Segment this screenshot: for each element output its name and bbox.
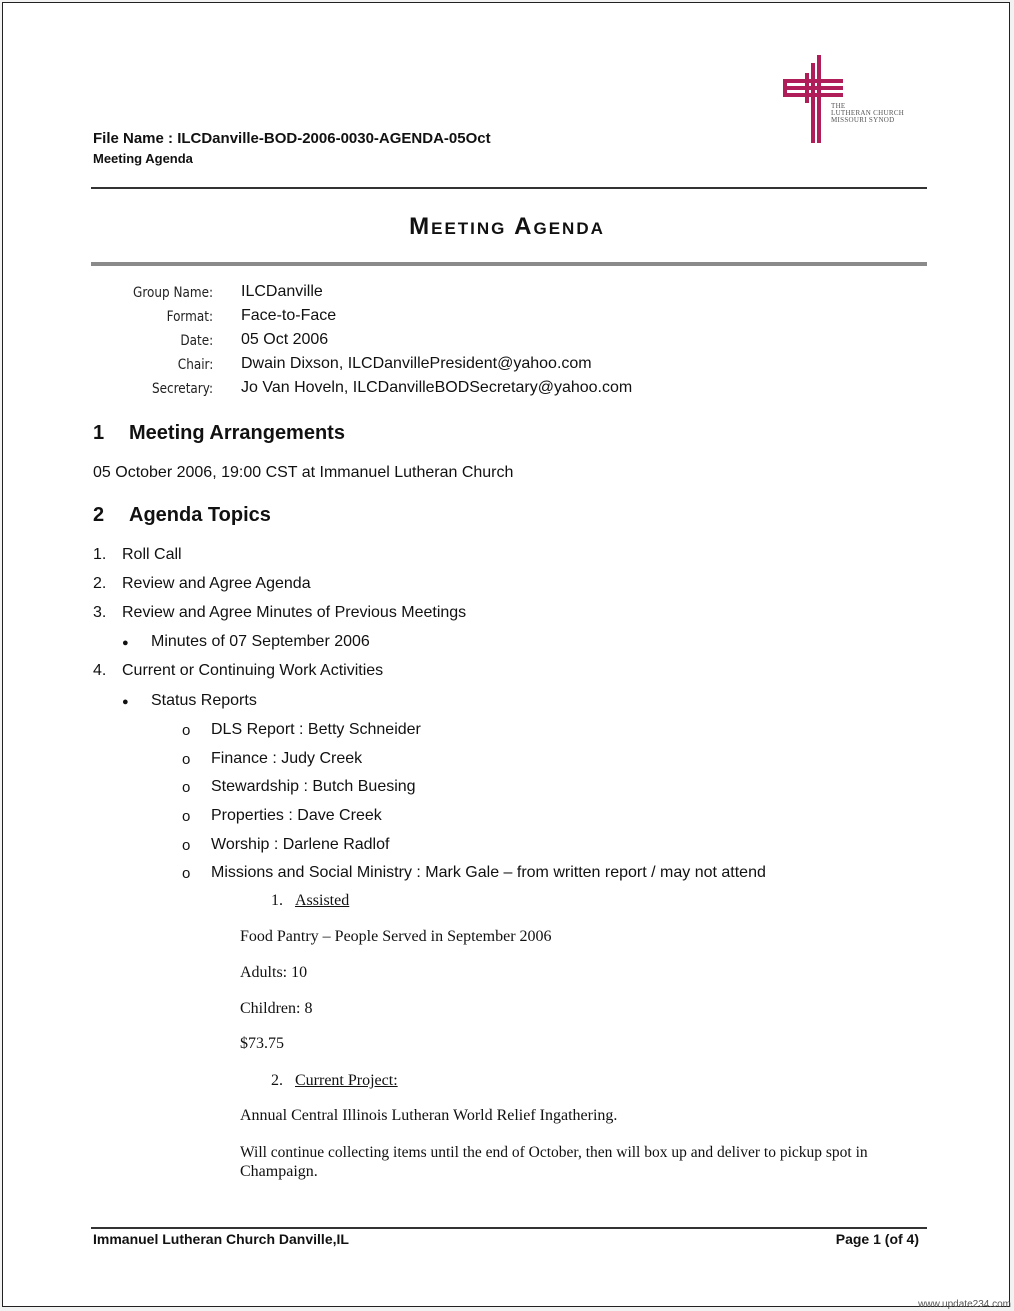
- watermark-text: www.update234.com: [918, 1299, 1011, 1310]
- status-report-item: Stewardship : Butch Buesing: [211, 778, 416, 795]
- list-item: 1. Roll Call: [93, 546, 182, 563]
- meta-row-secretary: [93, 379, 793, 403]
- continue-text-line2: Champaign.: [240, 1163, 318, 1180]
- section-heading-meeting-arrangements: 1 Meeting Arrangements: [93, 422, 345, 444]
- header-divider: [91, 187, 927, 189]
- meta-value: ILCDanville: [241, 283, 323, 300]
- lutheran-church-logo: [783, 53, 933, 148]
- sub-item-current-project: 2. Current Project:: [271, 1072, 398, 1089]
- list-item: 2. Review and Agree Agenda: [93, 575, 311, 592]
- meta-row-date: [93, 331, 793, 355]
- footer-church-name: Immanuel Lutheran Church Danville,IL: [93, 1231, 349, 1247]
- status-report-item: Finance : Judy Creek: [211, 750, 363, 767]
- meta-value: Face-to-Face: [241, 307, 337, 324]
- footer-page-number: Page 1 (of 4): [835, 1231, 919, 1247]
- bullet-icon: ●: [122, 637, 129, 649]
- meta-value: 05 Oct 2006: [241, 331, 329, 348]
- meta-row-group-name: [93, 283, 793, 307]
- circle-bullet-icon: o: [182, 779, 191, 796]
- continue-text-line1: Will continue collecting items until the end of October, then will box up and deliver to pickup spot in: [240, 1144, 868, 1161]
- meta-row-format: [93, 307, 793, 331]
- logo-text: THE LUTHERAN CHURCH MISSOURI SYNOD: [831, 102, 905, 124]
- meta-value: Dwain Dixson, ILCDanvillePresident@yahoo.com: [241, 355, 592, 372]
- meta-label: Group Name:: [132, 285, 213, 301]
- page-title: Meeting Agenda: [409, 213, 605, 240]
- document-page: [2, 2, 1010, 1307]
- adults-count: Adults: 10: [240, 964, 308, 981]
- status-report-item: Missions and Social Ministry : Mark Gale – from written report / may not attend: [211, 864, 766, 881]
- amount-value: $73.75: [240, 1035, 284, 1052]
- children-count: Children: 8: [240, 1000, 313, 1017]
- project-text: Annual Central Illinois Lutheran World Relief Ingathering.: [240, 1107, 618, 1124]
- meta-label: Format:: [166, 309, 213, 325]
- sub-item-assisted: 1. Assisted: [271, 892, 350, 909]
- bullet-icon: ●: [122, 696, 129, 708]
- meta-label: Date:: [180, 333, 213, 349]
- meta-label: Chair:: [177, 357, 213, 373]
- list-item: Status Reports: [151, 692, 257, 709]
- list-item: 3. Review and Agree Minutes of Previous Meetings: [93, 604, 467, 621]
- list-item: 4. Current or Continuing Work Activities: [93, 662, 384, 679]
- meta-label: Secretary:: [151, 381, 213, 397]
- meta-value: Jo Van Hoveln, ILCDanvilleBODSecretary@yahoo.com: [241, 379, 633, 396]
- status-report-item: DLS Report : Betty Schneider: [211, 721, 421, 738]
- status-report-item: Worship : Darlene Radlof: [211, 836, 390, 853]
- footer-divider: [91, 1227, 927, 1229]
- meta-row-chair: [93, 355, 793, 379]
- circle-bullet-icon: o: [182, 865, 191, 882]
- meeting-arrangements-text: 05 October 2006, 19:00 CST at Immanuel Lutheran Church: [93, 464, 514, 481]
- section-heading-agenda-topics: 2 Agenda Topics: [93, 504, 271, 526]
- circle-bullet-icon: o: [182, 837, 191, 854]
- title-divider: [91, 262, 927, 266]
- circle-bullet-icon: o: [182, 808, 191, 825]
- file-name: File Name : ILCDanville-BOD-2006-0030-AGENDA-05Oct: [93, 130, 491, 147]
- status-report-item: Properties : Dave Creek: [211, 807, 382, 824]
- cross-icon: [783, 53, 843, 148]
- circle-bullet-icon: o: [182, 751, 191, 768]
- food-pantry-text: Food Pantry – People Served in September 2006: [240, 928, 552, 945]
- circle-bullet-icon: o: [182, 722, 191, 739]
- list-item: Minutes of 07 September 2006: [151, 633, 370, 650]
- document-subtitle: Meeting Agenda: [93, 151, 193, 166]
